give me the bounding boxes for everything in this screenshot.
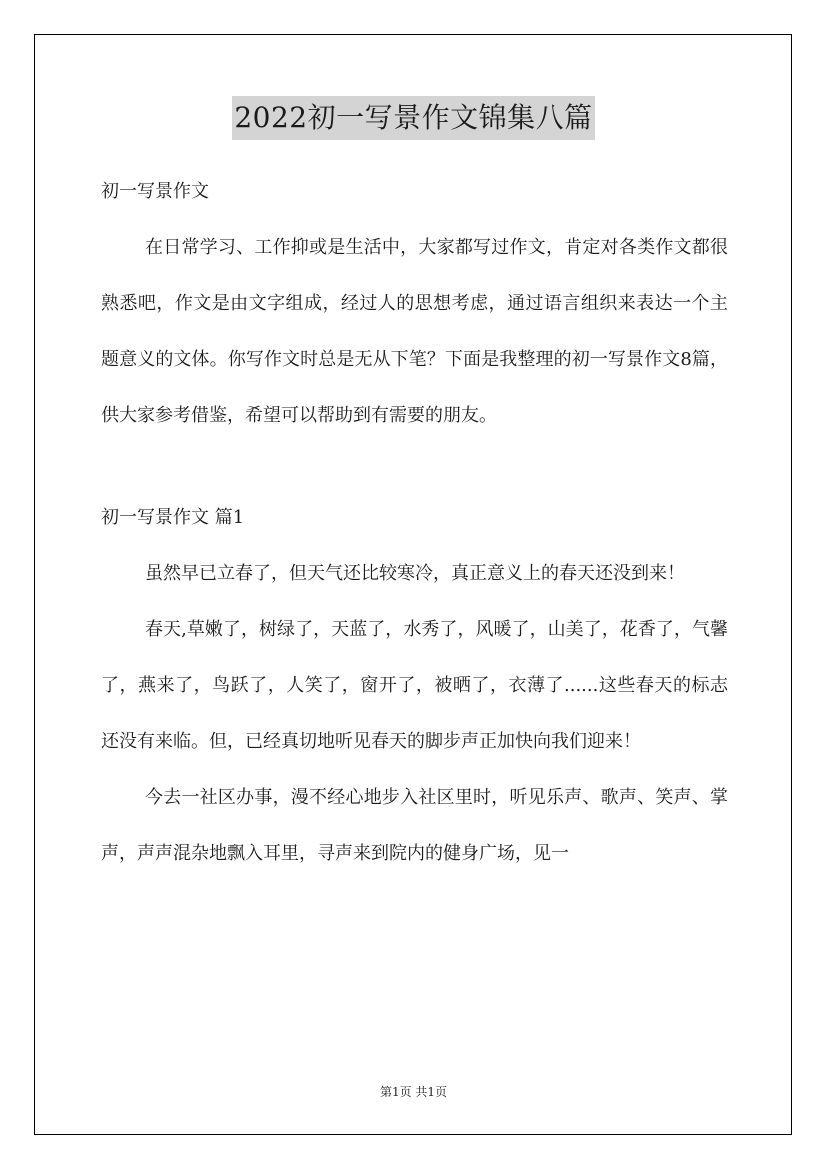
document-title: 2022初一写景作文锦集八篇 [232, 96, 594, 140]
paragraph: 春天,草嫩了，树绿了，天蓝了，水秀了，风暖了，山美了，花香了，气馨了，燕来了，鸟跃了，人笑了，窗开了，被晒了，衣薄了......这些春天的标志还没有来临。但，已经真切地听见春天的脚步声正加快向我们迎来！ [101, 619, 728, 752]
paragraph: 在日常学习、工作抑或是生活中，大家都写过作文，肯定对各类作文都很熟悉吧，作文是由文字组成，经过人的思想考虑，通过语言组织来表达一个主题意义的文体。你写作文时总是无从下笔？下面是我整理的初一写景作文8篇，供大家参考借鉴，希望可以帮助到有需要的朋友。 [101, 237, 728, 426]
page-footer: 第1页 共1页 [379, 1085, 448, 1099]
section-heading: 初一写景作文 篇1 [101, 507, 245, 528]
paragraph: 虽然早已立春了，但天气还比较寒冷，真正意义上的春天还没到来！ [145, 563, 685, 584]
document-body [101, 164, 728, 882]
title-wrap [0, 96, 827, 140]
paragraph: 今去一社区办事，漫不经心地步入社区里时，听见乐声、歌声、笑声、掌声，声声混杂地飘入耳里，寻声来到院内的健身广场，见一 [101, 787, 728, 864]
section-gap [101, 444, 728, 490]
section-heading: 初一写景作文 [101, 181, 209, 202]
